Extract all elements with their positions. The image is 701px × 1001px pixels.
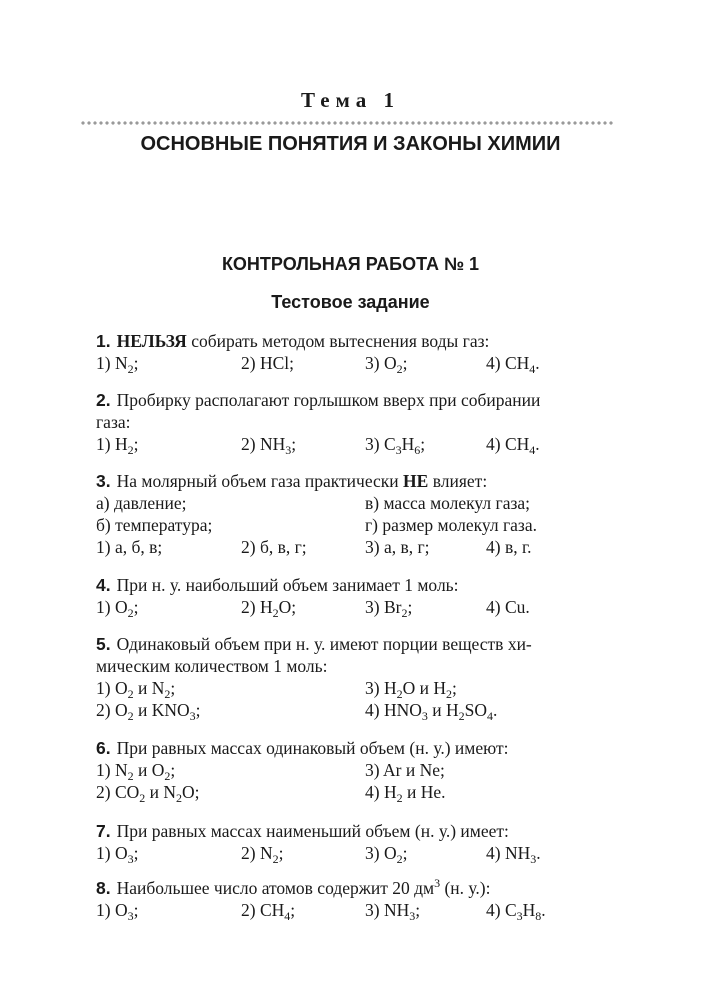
answer-option[interactable]: 4) $HNO_3$ и $H_2SO_4$. xyxy=(365,700,498,723)
factor-item: а) давление; xyxy=(96,493,187,513)
question-number: 7. xyxy=(96,821,111,841)
answer-option[interactable]: 2) б, в, г; xyxy=(241,537,307,557)
question-stem xyxy=(96,877,616,899)
question-number: 5. xyxy=(96,634,111,654)
answer-option[interactable]: 4) в, г. xyxy=(486,537,532,557)
topic-heading: Тема 1 xyxy=(301,88,400,112)
question-6 xyxy=(96,737,616,803)
factors-row xyxy=(96,514,616,536)
question-number: 2. xyxy=(96,390,111,410)
stem-text: Одинаковый объем при н. у. имеют порции веществ хи- xyxy=(116,634,532,654)
question-number: 3. xyxy=(96,471,111,491)
answer-option[interactable]: 3) Ar и Ne; xyxy=(365,760,445,780)
question-3 xyxy=(96,470,616,558)
answer-option[interactable]: 1) а, б, в; xyxy=(96,537,163,557)
factor-item: г) размер молекул газа. xyxy=(365,515,537,535)
answer-option[interactable]: 2) $CH_4$; xyxy=(241,900,296,923)
answer-option[interactable]: 4) $C_3H_8$. xyxy=(486,900,546,923)
question-stem xyxy=(96,574,616,596)
question-8 xyxy=(96,877,616,921)
factor-item: в) масса молекул газа; xyxy=(365,493,531,513)
options-row xyxy=(96,781,616,803)
answer-option[interactable]: 3) $O_2$; xyxy=(365,843,408,866)
answer-option[interactable]: 3) $O_2$; xyxy=(365,353,408,376)
answer-option[interactable]: 2) $O_2$ и $KNO_3$; xyxy=(96,700,201,723)
chapter-title: ОСНОВНЫЕ ПОНЯТИЯ И ЗАКОНЫ ХИМИИ xyxy=(140,133,561,155)
question-4 xyxy=(96,574,616,618)
answer-option[interactable]: 1) $O_2$ и $N_2$; xyxy=(96,678,176,701)
options-row xyxy=(96,759,616,781)
stem-text: влияет: xyxy=(432,471,488,491)
question-7 xyxy=(96,820,616,864)
work-title: КОНТРОЛЬНАЯ РАБОТА № 1 xyxy=(221,254,480,274)
stem-text: При равных массах одинаковый объем (н. у.) имеют: xyxy=(116,738,509,758)
options-row xyxy=(96,899,616,921)
stem-emphasis: НЕ xyxy=(403,471,429,491)
factors-row xyxy=(96,492,616,514)
dotted-divider xyxy=(80,120,615,126)
answer-option[interactable]: 1) $N_2$; xyxy=(96,353,139,376)
stem-text: Пробирку располагают горлышком вверх при собирании xyxy=(116,390,541,410)
options-row xyxy=(96,596,616,618)
answer-option[interactable]: 3) $C_3H_6$; xyxy=(365,434,426,457)
answer-option[interactable]: 1) $O_2$; xyxy=(96,597,139,620)
answer-option[interactable]: 1) $O_3$; xyxy=(96,843,139,866)
answer-option[interactable]: 2) $N_2$; xyxy=(241,843,284,866)
question-stem xyxy=(96,330,616,352)
question-2 xyxy=(96,389,616,455)
answer-option[interactable]: 4) $CH_4$. xyxy=(486,353,540,376)
options-row xyxy=(96,842,616,864)
answer-option[interactable]: 4) $H_2$ и He. xyxy=(365,782,446,805)
answer-option[interactable]: 2) $H_2O$; xyxy=(241,597,297,620)
stem-emphasis: НЕЛЬЗЯ xyxy=(116,331,187,351)
question-stem xyxy=(96,820,616,842)
answer-option[interactable]: 4) Cu. xyxy=(486,597,530,617)
options-row xyxy=(96,699,616,721)
options-row xyxy=(96,433,616,455)
question-stem xyxy=(96,389,616,411)
answer-option[interactable]: 2) HCl; xyxy=(241,353,294,373)
question-stem xyxy=(96,737,616,759)
question-stem xyxy=(96,470,616,492)
answer-option[interactable]: 2) $CO_2$ и $N_2O$; xyxy=(96,782,200,805)
question-stem xyxy=(96,633,616,655)
question-1 xyxy=(96,330,616,374)
stem-continuation: мическим количеством 1 моль: xyxy=(96,656,328,676)
answer-option[interactable]: 3) $H_2O$ и $H_2$; xyxy=(365,678,457,701)
stem-continuation: газа: xyxy=(96,412,131,432)
answer-option[interactable]: 3) $Br_2$; xyxy=(365,597,413,620)
section-title: Тестовое задание xyxy=(271,292,430,312)
stem-text: При н. у. наибольший объем занимает 1 моль: xyxy=(116,575,459,595)
answer-option[interactable]: 4) $CH_4$. xyxy=(486,434,540,457)
options-row xyxy=(96,677,616,699)
stem-text-pre: На молярный объем газа практически xyxy=(116,471,399,491)
answer-option[interactable]: 1) $H_2$; xyxy=(96,434,139,457)
answer-option[interactable]: 2) $NH_3$; xyxy=(241,434,297,457)
answer-option[interactable]: 3) $NH_3$; xyxy=(365,900,421,923)
stem-text: Наибольшее число атомов содержит 20 $дм^3$ (н. у.): xyxy=(116,876,491,898)
answer-option[interactable]: 1) $O_3$; xyxy=(96,900,139,923)
question-number: 4. xyxy=(96,575,111,595)
factor-item: б) температура; xyxy=(96,515,213,535)
stem-text: При равных массах наименьший объем (н. у.) имеет: xyxy=(116,821,509,841)
question-number: 1. xyxy=(96,331,111,351)
stem-text: собирать методом вытеснения воды газ: xyxy=(191,331,490,351)
question-number: 6. xyxy=(96,738,111,758)
answer-option[interactable]: 1) $N_2$ и $O_2$; xyxy=(96,760,176,783)
options-row xyxy=(96,352,616,374)
question-number: 8. xyxy=(96,878,111,898)
answer-option[interactable]: 4) $NH_3$. xyxy=(486,843,541,866)
options-row xyxy=(96,536,616,558)
answer-option[interactable]: 3) а, в, г; xyxy=(365,537,430,557)
question-5 xyxy=(96,633,616,721)
